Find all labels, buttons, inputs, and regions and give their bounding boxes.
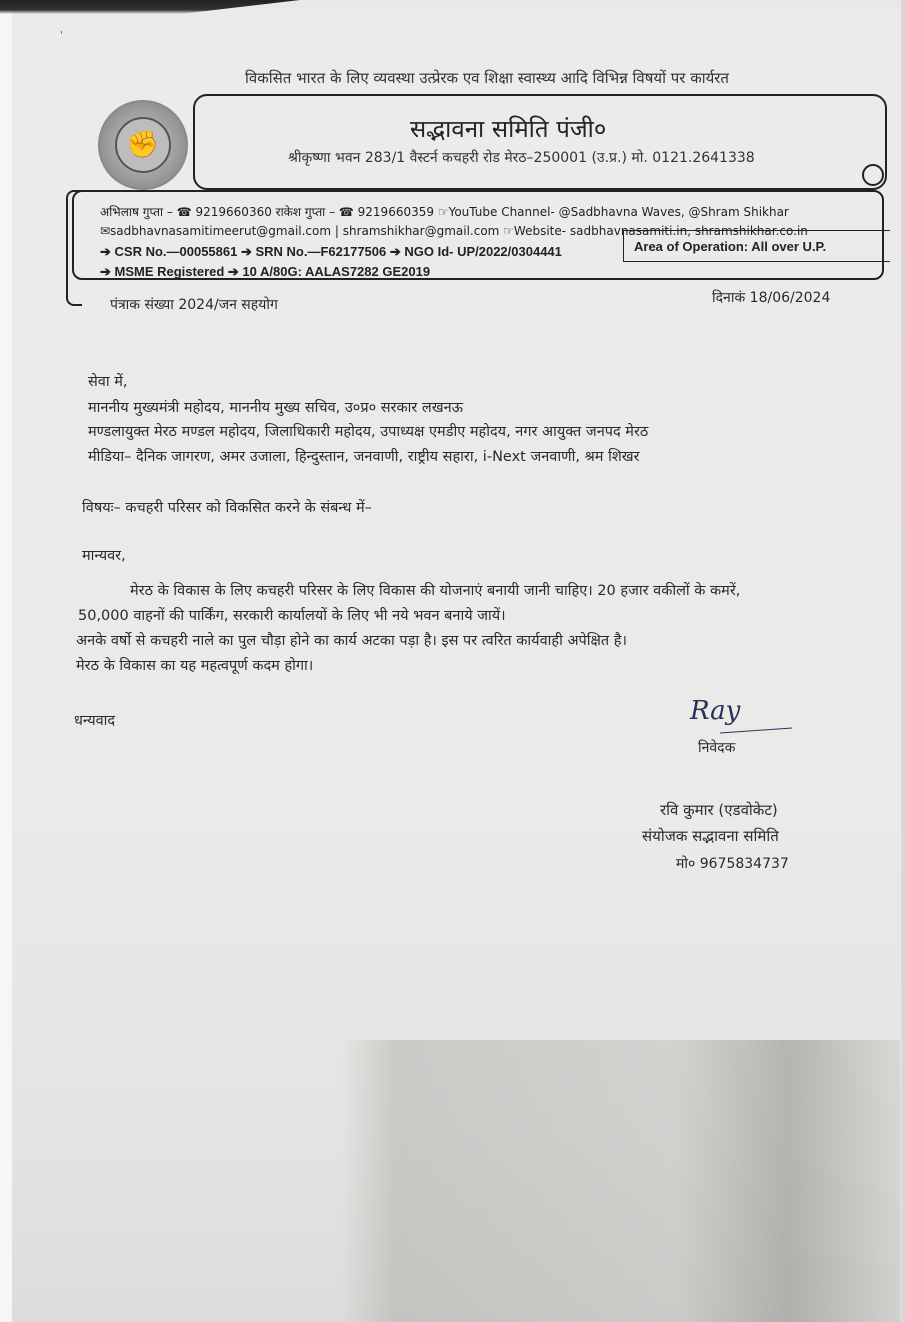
- contact-phones-line: अभिलाष गुप्ता – ☎ 9219660360 राकेश गुप्ता – ☎ 9219660359 ☞YouTube Channel- @Sadbhavna Waves, @Shram Shikhar: [100, 205, 789, 219]
- raised-fists-icon: ✊: [115, 117, 171, 173]
- organization-logo: [98, 100, 188, 190]
- applicant-label: निवेदक: [698, 740, 736, 756]
- organization-address: श्रीकृष्णा भवन 283/1 वैस्टर्न कचहरी रोड मेरठ–250001 (उ.प्र.) मो. 0121.2641338: [288, 150, 755, 166]
- letter-date: दिनाकं 18/06/2024: [712, 290, 831, 306]
- page-edge-right: [901, 0, 905, 1322]
- registration-numbers-line: ➔ CSR No.—00055861 ➔ SRN No.—F62177506 ➔ NGO Id- UP/2022/0304441: [100, 244, 562, 259]
- paper-shadow: [340, 1040, 900, 1322]
- area-of-operation-box: Area of Operation: All over U.P.: [623, 230, 890, 262]
- page-edge-left: [0, 0, 12, 1322]
- signer-name: रवि कुमार (एडवोकेट): [660, 801, 778, 819]
- recipient-line: मण्डलायुक्त मेरठ मण्डल महोदय, जिलाधिकारी महोदय, उपाध्यक्ष एमडीए महोदय, नगर आयुक्त जनपद मेरठ: [88, 424, 649, 440]
- scroll-curl-right: [862, 164, 884, 186]
- letter-subject: विषयः– कचहरी परिसर को विकसित करने के संबन्ध में–: [82, 500, 372, 516]
- letter-greeting: मान्यवर,: [82, 548, 126, 564]
- handwritten-signature: Ray: [690, 696, 741, 726]
- body-line: मेरठ के विकास का यह महत्वपूर्ण कदम होगा।: [76, 658, 314, 674]
- recipient-salutation: सेवा में,: [88, 374, 128, 390]
- contact-email-website-line: ✉sadbhavnasamitimeerut@gmail.com | shramshikhar@gmail.com ☞Website- sadbhavnasamiti.in, shramshikhar.co.in: [100, 224, 808, 238]
- body-line: अनके वर्षो से कचहरी नाले का पुल चौड़ा होने का कार्य अटका पड़ा है। इस पर त्वरित कार्यवाही अपेक्षित है।: [76, 633, 627, 649]
- msme-registration-line: ➔ MSME Registered ➔ 10 A/80G: AALAS7282 GE2019: [100, 264, 431, 279]
- organization-name: सद्भावना समिति पंजी०: [410, 115, 607, 143]
- signer-title: संयोजक सद्भावना समिति: [642, 827, 779, 845]
- recipient-line: माननीय मुख्यमंत्री महोदय, माननीय मुख्य सचिव, उ०प्र० सरकार लखनऊ: [88, 400, 464, 416]
- paper-mark: ': [60, 30, 63, 41]
- recipient-line: मीडिया– दैनिक जागरण, अमर उजाला, हिन्दुस्तान, जनवाणी, राष्ट्रीय सहारा, i-Next जनवाणी, श्रम शिखर: [88, 449, 640, 465]
- body-line: 50,000 वाहनों की पार्किंग, सरकारी कार्यालयों के लिए भी नये भवन बनाये जायें।: [78, 608, 506, 624]
- reference-number: पंत्राक संख्या 2024/जन सहयोग: [110, 297, 278, 313]
- letterhead-tagline: विकसित भारत के लिए व्यवस्था उत्प्रेरक एव शिक्षा स्वास्थ्य आदि विभिन्न विषयों पर कार्यरत: [245, 69, 729, 87]
- body-line: मेरठ के विकास के लिए कचहरी परिसर के लिए विकास की योजनाएं बनायी जानी चाहिए। 20 हजार वकीलों के कमरें,: [130, 583, 741, 599]
- signer-phone: मो० 9675834737: [676, 856, 789, 872]
- letter-closing: धन्यवाद: [74, 713, 116, 729]
